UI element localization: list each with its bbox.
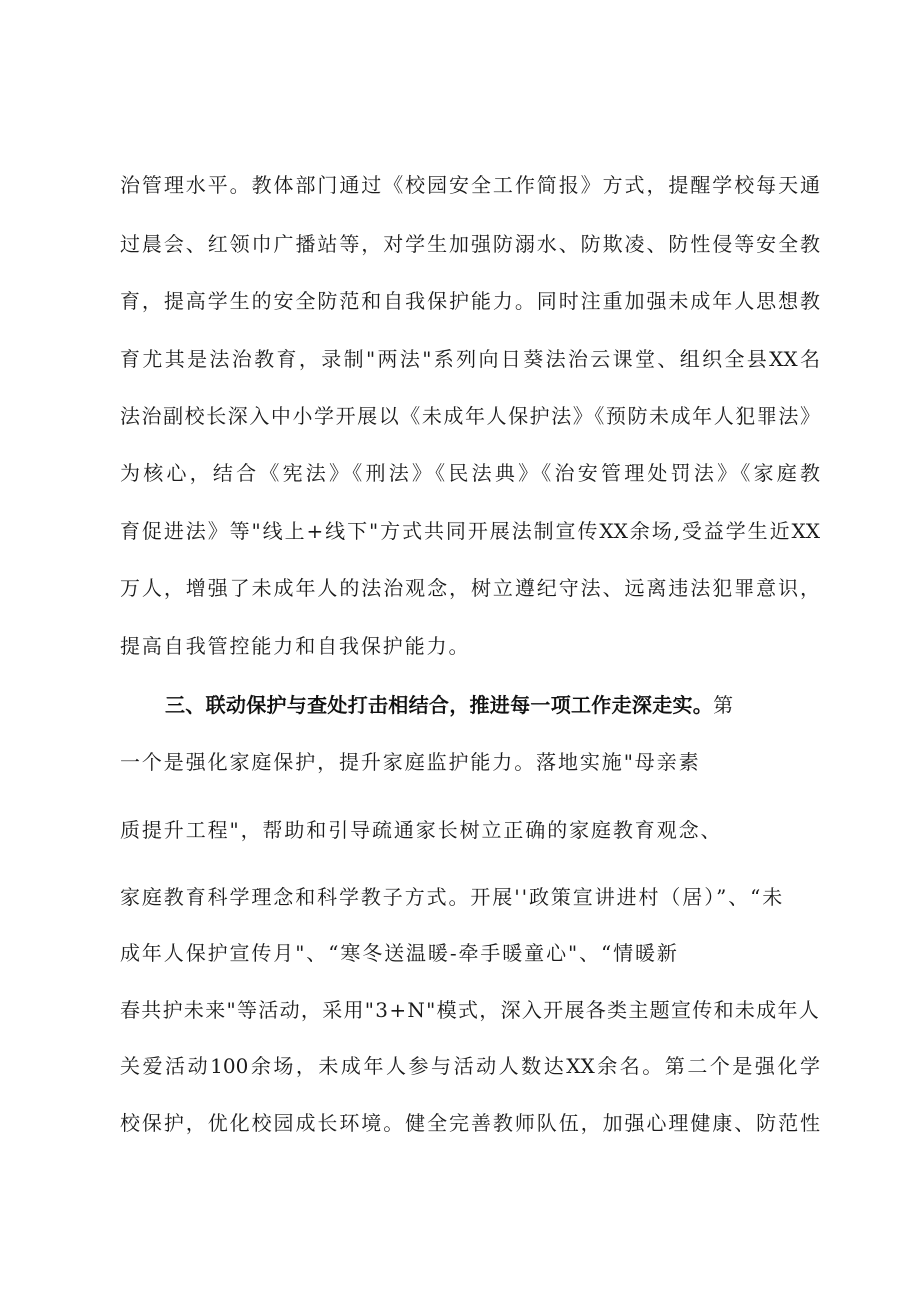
section-heading: 三、联动保护与查处打击相结合，推进每一项工作走深走实。: [165, 693, 714, 717]
paragraph-line: 育尤其是法治教育，录制"两法"系列向日葵法治云课堂、组织全县XX名: [120, 347, 820, 371]
paragraph-line: 过晨会、红领巾广播站等，对学生加强防溺水、防欺凌、防性侵等安全教: [120, 232, 820, 256]
paragraph-line: 治管理水平。教体部门通过《校园安全工作简报》方式，提醒学校每天通: [120, 173, 820, 197]
paragraph-line: 家庭教育科学理念和科学教子方式。开展''政策宣讲进村（居）”、“未: [120, 885, 785, 909]
paragraph-line: 校保护，优化校园成长环境。健全完善教师队伍，加强心理健康、防范性: [120, 1111, 820, 1135]
paragraph-line: 质提升工程"，帮助和引导疏通家长树立正确的家庭教育观念、: [120, 818, 723, 842]
paragraph-line: 万人，增强了未成年人的法治观念，树立遵纪守法、远离违法犯罪意识，: [120, 576, 820, 600]
paragraph-line: 育促进法》等"线上+线下"方式共同开展法制宣传XX余场,受益学生近XX: [120, 519, 820, 543]
paragraph-line: 育，提高学生的安全防范和自我保护能力。同时注重加强未成年人思想教: [120, 289, 820, 313]
paragraph-line: 为核心，结合《宪法》《刑法》《民法典》《治安管理处罚法》《家庭教: [120, 461, 820, 485]
paragraph-line: 关爱活动100余场，未成年人参与活动人数达XX余名。第二个是强化学: [120, 1054, 820, 1078]
paragraph-line: 一个是强化家庭保护，提升家庭监护能力。落地实施"母亲素: [120, 750, 701, 774]
paragraph-line-start: 第: [713, 693, 734, 717]
paragraph-line: 春共护未来"等活动，采用"3+N"模式，深入开展各类主题宣传和未成年人: [120, 998, 821, 1022]
paragraph-line: 提高自我管控能力和自我保护能力。: [120, 634, 471, 658]
paragraph-line: 法治副校长深入中小学开展以《未成年人保护法》《预防未成年人犯罪法》: [120, 404, 820, 428]
section-heading-line: [120, 693, 820, 720]
paragraph-line: 成年人保护宣传月"、“寒冬送温暖-牵手暖童心"、“情暖新: [120, 941, 679, 965]
